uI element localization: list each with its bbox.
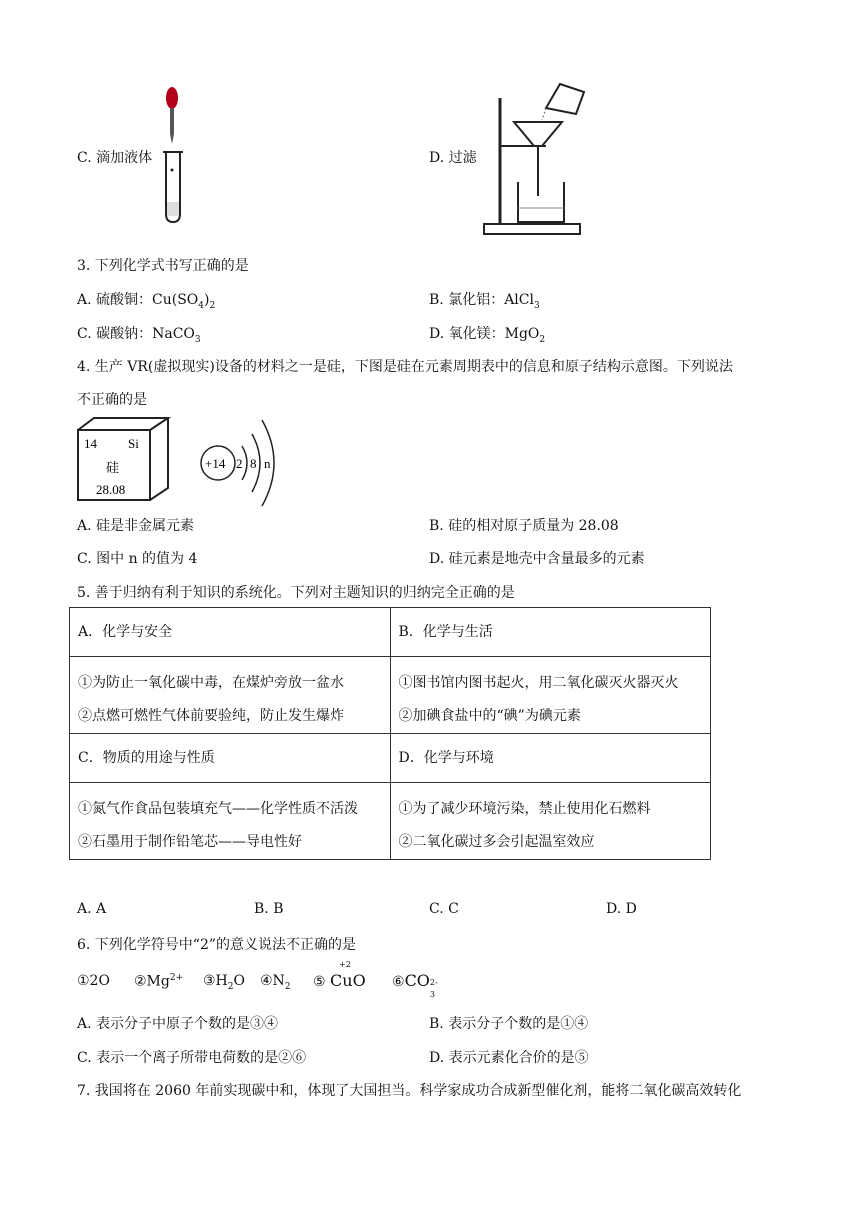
q5-b-content: ①图书馆内图书起火，用二氧化碳灭火器灭火 ②加碘食盐中的“碘”为碘元素 — [390, 657, 711, 734]
shell-2-electrons: 8 — [250, 456, 257, 471]
q5-d-content: ①为了减少环境污染，禁止使用化石燃料 ②二氧化碳过多会引起温室效应 — [390, 783, 711, 860]
q6-symbol-3: $③H_2O$ — [203, 973, 245, 992]
dropper-tube — [170, 108, 174, 134]
q4-stem-line2: 不正确的是 — [77, 392, 147, 408]
q3-option-b: B. 氯化铝：AlCl$_3$ — [429, 292, 540, 311]
q5-b-heading: B．化学与生活 — [390, 608, 711, 657]
atomic-mass: 28.08 — [96, 482, 126, 497]
periodic-table-cell — [76, 416, 172, 502]
q6-symbol-5: ⑤ +2 CuO — [313, 960, 366, 990]
q7-stem: 7. 我国将在 2060 年前实现碳中和，体现了大国担当。科学家成功合成新型催化剂，能将二氧化碳高效转化 — [77, 1083, 742, 1099]
q5-c-heading: C．物质的用途与性质 — [70, 734, 391, 783]
q5-answer-b: B. B — [254, 901, 284, 917]
q5-a-content: ①为防止一氧化碳中毒，在煤炉旁放一盆水 ②点燃可燃性气体前要验纯，防止发生爆炸 — [70, 657, 391, 734]
q6-symbol-1: ①2O — [77, 973, 110, 989]
q6-option-a: A. 表示分子中原子个数的是③④ — [77, 1016, 279, 1032]
q6-stem: 6. 下列化学符号中“2”的意义说法不正确的是 — [77, 937, 357, 953]
q4-stem-line1: 4. 生产 VR(虚拟现实)设备的材料之一是硅，下图是硅在元素周期表中的信息和原子结构示意图。下列说法 — [77, 359, 733, 375]
dropper-bulb — [166, 87, 178, 109]
q6-symbol-6: ⑥CO 2- 3 — [392, 971, 438, 999]
q2-option-d: D. 过滤 — [429, 150, 477, 166]
q5-a-heading: A．化学与安全 — [70, 608, 391, 657]
element-symbol: Si — [128, 436, 139, 451]
q5-summary-table — [69, 607, 711, 860]
q5-answer-c: C. C — [429, 901, 459, 917]
shell-3-electrons: n — [264, 456, 271, 471]
q5-answer-a: A. A — [77, 901, 107, 917]
nucleus-charge: +14 — [205, 456, 226, 471]
atom-structure-diagram — [196, 414, 296, 510]
q3-option-d: D. 氧化镁：MgO$_2$ — [429, 326, 546, 345]
atomic-number: 14 — [84, 436, 97, 451]
q3-option-c: C. 碳酸钠：NaCO$_3$ — [77, 326, 201, 345]
q5-stem: 5. 善于归纳有利于知识的系统化。下列对主题知识的归纳完全正确的是 — [77, 585, 515, 601]
beaker — [518, 182, 564, 222]
q4-option-d: D. 硅元素是地壳中含量最多的元素 — [429, 551, 645, 567]
q6-symbol-2: $②Mg^{2+}$ — [134, 973, 184, 990]
pouring-beaker — [546, 84, 584, 114]
q5-answer-d: D. D — [606, 901, 637, 917]
stand-base — [484, 224, 580, 234]
q4-option-a: A. 硅是非金属元素 — [77, 518, 195, 534]
q4-option-c: C. 图中 n 的值为 4 — [77, 551, 198, 567]
q4-option-b: B. 硅的相对原子质量为 28.08 — [429, 518, 619, 534]
q3-stem: 3. 下列化学式书写正确的是 — [77, 258, 249, 274]
q6-option-c: C. 表示一个离子所带电荷数的是②⑥ — [77, 1050, 307, 1066]
q5-c-content: ①氮气作食品包装填充气——化学性质不活泼 ②石墨用于制作铅笔芯——导电性好 — [70, 783, 391, 860]
q6-symbol-4: $④N_2$ — [260, 973, 291, 992]
funnel — [514, 122, 562, 146]
shell-1-electrons: 2 — [236, 456, 243, 471]
element-name: 硅 — [106, 461, 120, 476]
q2-option-c: C. 滴加液体 — [77, 150, 153, 166]
q5-d-heading: D．化学与环境 — [390, 734, 711, 783]
filtration-illustration — [480, 78, 590, 238]
dropper-test-tube-illustration — [155, 84, 195, 228]
q6-option-b: B. 表示分子个数的是①④ — [429, 1016, 589, 1032]
q3-option-a: A. 硫酸铜：$Cu(SO_4)_2$ — [77, 292, 216, 311]
q6-option-d: D. 表示元素化合价的是⑤ — [429, 1050, 589, 1066]
